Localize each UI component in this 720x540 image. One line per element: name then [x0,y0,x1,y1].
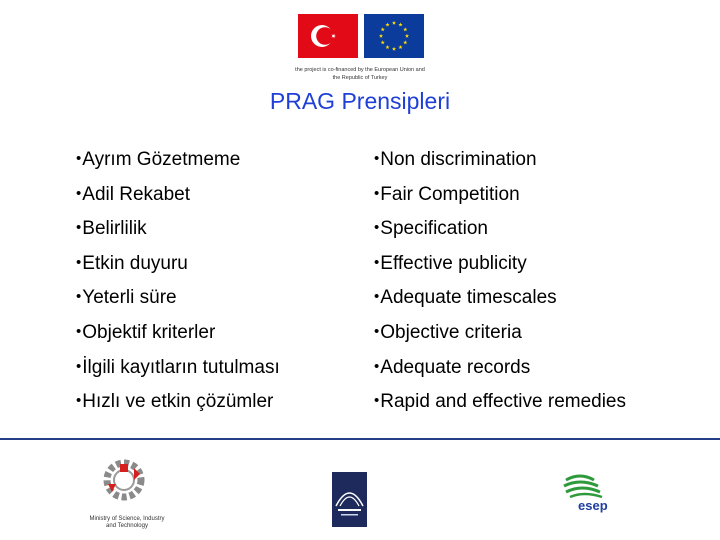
ministry-line-1: Ministry of Science, Industry [89,516,165,522]
slide-title: PRAG Prensipleri [269,88,451,114]
list-item [76,177,280,212]
list-item-text: Hızlı ve etkin çözümler [82,391,274,413]
list-item-text: Adequate timescales [380,287,557,309]
eu-star-icon [398,45,402,49]
eu-star-icon [379,34,383,38]
caption-line-2: the Republic of Turkey [332,75,388,81]
list-item [76,280,280,315]
gear-icon [82,448,172,516]
list-item [374,177,626,212]
ministry-line-2: and Technology [106,523,148,529]
esep-label: esep [578,498,608,513]
list-item-text: Fair Competition [380,183,520,205]
bullet-icon: • [374,322,380,340]
list-item-text: Adequate records [380,356,531,378]
ministry-logo [82,448,172,534]
list-item [374,350,626,385]
flags-banner [298,14,424,58]
list-item [374,315,626,350]
eu-star-icon [381,27,385,31]
list-item [76,315,280,350]
eu-star-icon [405,34,409,38]
esep-wave-icon [560,470,620,500]
bullet-icon: • [374,184,380,202]
dome-emblem-icon [332,472,367,527]
list-item [76,350,280,385]
list-item [76,211,280,246]
bullet-icon: • [76,357,82,375]
english-principles-list [374,142,626,419]
list-item [76,142,280,177]
eu-star-icon [385,23,389,27]
bullet-icon: • [374,357,380,375]
bullet-icon: • [76,184,82,202]
list-item-text: Ayrım Gözetmeme [82,149,241,170]
bullet-icon: • [374,288,380,306]
bullet-icon: • [76,322,82,340]
footer-divider [0,438,720,440]
bullet-icon: • [76,253,82,271]
list-item [76,384,280,419]
bullet-icon: • [374,392,380,410]
eu-star-icon [392,21,396,25]
list-item [374,246,626,281]
esep-logo [560,470,620,515]
cofinance-caption [272,66,448,82]
eu-star-icon [403,27,407,31]
bullet-icon: • [76,288,82,306]
bullet-icon: • [374,219,380,237]
eu-star-icon [398,23,402,27]
list-item [374,280,626,315]
eu-star-icon [392,47,396,51]
eu-star-icon [381,40,385,44]
list-item-text: Objective criteria [380,321,522,343]
list-item-text: Specification [380,218,488,240]
bullet-icon: • [374,150,380,167]
institution-emblem [332,472,367,527]
turkish-principles-list [76,142,280,419]
list-item-text: Etkin duyuru [82,252,188,274]
list-item-text: Non discrimination [380,149,537,170]
eu-flag-icon [364,14,424,58]
list-item-text: Rapid and effective remedies [380,391,627,413]
caption-line-1: the project is co-financed by the European Union and [295,67,425,73]
list-item-text: Adil Rekabet [82,183,190,205]
list-item [76,246,280,281]
list-item-text: Yeterli süre [82,287,177,309]
list-item-text: Effective publicity [380,252,527,274]
eu-star-icon [403,40,407,44]
list-item-text: Objektif kriterler [82,321,216,343]
list-item [374,211,626,246]
bullet-icon: • [76,392,82,410]
bullet-icon: • [76,219,82,237]
bullet-icon: • [374,253,380,271]
list-item-text: İlgili kayıtların tutulması [82,356,280,378]
turkey-flag-icon [298,14,358,58]
list-item-text: Belirlilik [82,218,147,240]
eu-star-icon [385,45,389,49]
list-item [374,384,626,419]
bullet-icon: • [76,150,82,167]
list-item [374,142,626,177]
